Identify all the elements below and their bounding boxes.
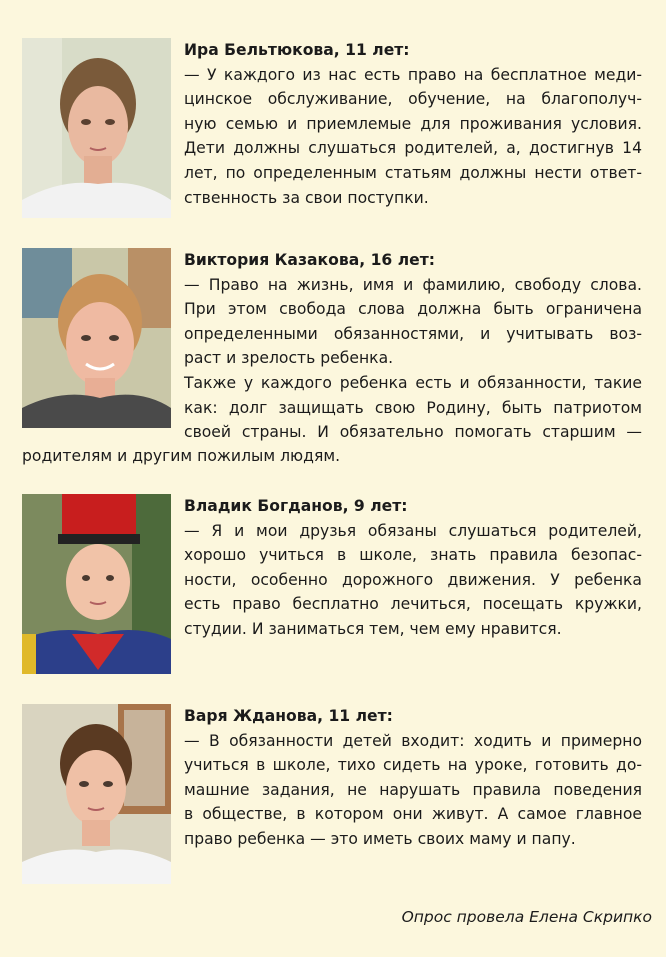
text-line: цинское обслуживание, обучение, на благополуч- xyxy=(184,90,642,109)
survey-credit: Опрос провела Елена Скрипко xyxy=(401,908,652,926)
text-line: — Я и мои друзья обязаны слушаться родителей, xyxy=(184,521,642,540)
text-line: определенными обязанностями, и учитывать воз- xyxy=(184,324,642,343)
portrait-photo-ira xyxy=(22,38,171,218)
entry-tail-line: родителям и другим пожилым людям. xyxy=(22,447,341,465)
text-line: — Право на жизнь, имя и фамилию, свободу слова. xyxy=(184,275,642,294)
text-line: Также у каждого ребенка есть и обязанности, такие xyxy=(184,373,642,392)
portrait-photo-varya xyxy=(22,704,171,884)
survey-entry-4 xyxy=(22,704,642,886)
entry-text-ira xyxy=(184,38,642,210)
text-line: машние задания, не нарушать правила поведения xyxy=(184,780,642,799)
text-line: ственность за свои поступки. xyxy=(184,188,429,207)
text-line: раст и зрелость ребенка. xyxy=(184,349,394,368)
text-line: хорошо учиться в школе, знать правила безопас- xyxy=(184,546,642,565)
text-line: — У каждого из нас есть право на бесплатное меди- xyxy=(184,65,642,84)
entry-text-vladik xyxy=(184,494,642,642)
text-line: лет, по определенным статьям должны нести ответ- xyxy=(184,163,642,182)
text-line: есть право бесплатно лечиться, посещать кружки, xyxy=(184,595,642,614)
entry-name: Виктория Казакова, 16 лет: xyxy=(184,251,435,269)
text-line: студии. И заниматься тем, чем ему нравится. xyxy=(184,619,562,638)
entry-text-viktoria xyxy=(184,248,642,445)
entry-name: Ира Бельтюкова, 11 лет: xyxy=(184,41,410,59)
text-line: ности, особенно дорожного движения. У ребенка xyxy=(184,570,642,589)
text-line: право ребенка — это иметь своих маму и папу. xyxy=(184,829,576,848)
text-line: своей страны. И обязательно помогать старшим — xyxy=(184,423,642,442)
text-line: в обществе, в котором они живут. А самое главное xyxy=(184,805,642,824)
text-line: При этом свобода слова должна быть ограничена xyxy=(184,300,642,319)
text-line: учиться в школе, тихо сидеть на уроке, готовить до- xyxy=(184,756,642,775)
entry-text-varya xyxy=(184,704,642,852)
survey-entry-1 xyxy=(22,38,642,220)
text-line: Дети должны слушаться родителей, а, достигнув 14 xyxy=(184,139,642,158)
text-line: ную семью и приемлемые для проживания условия. xyxy=(184,114,642,133)
survey-entry-2 xyxy=(22,248,642,468)
text-line: как: долг защищать свою Родину, быть патриотом xyxy=(184,398,642,417)
portrait-photo-viktoria xyxy=(22,248,171,428)
entry-name: Владик Богданов, 9 лет: xyxy=(184,497,408,515)
entry-name: Варя Жданова, 11 лет: xyxy=(184,707,393,725)
survey-entry-3 xyxy=(22,494,642,676)
text-line: — В обязанности детей входит: ходить и примерно xyxy=(184,731,642,750)
portrait-photo-vladik xyxy=(22,494,171,674)
